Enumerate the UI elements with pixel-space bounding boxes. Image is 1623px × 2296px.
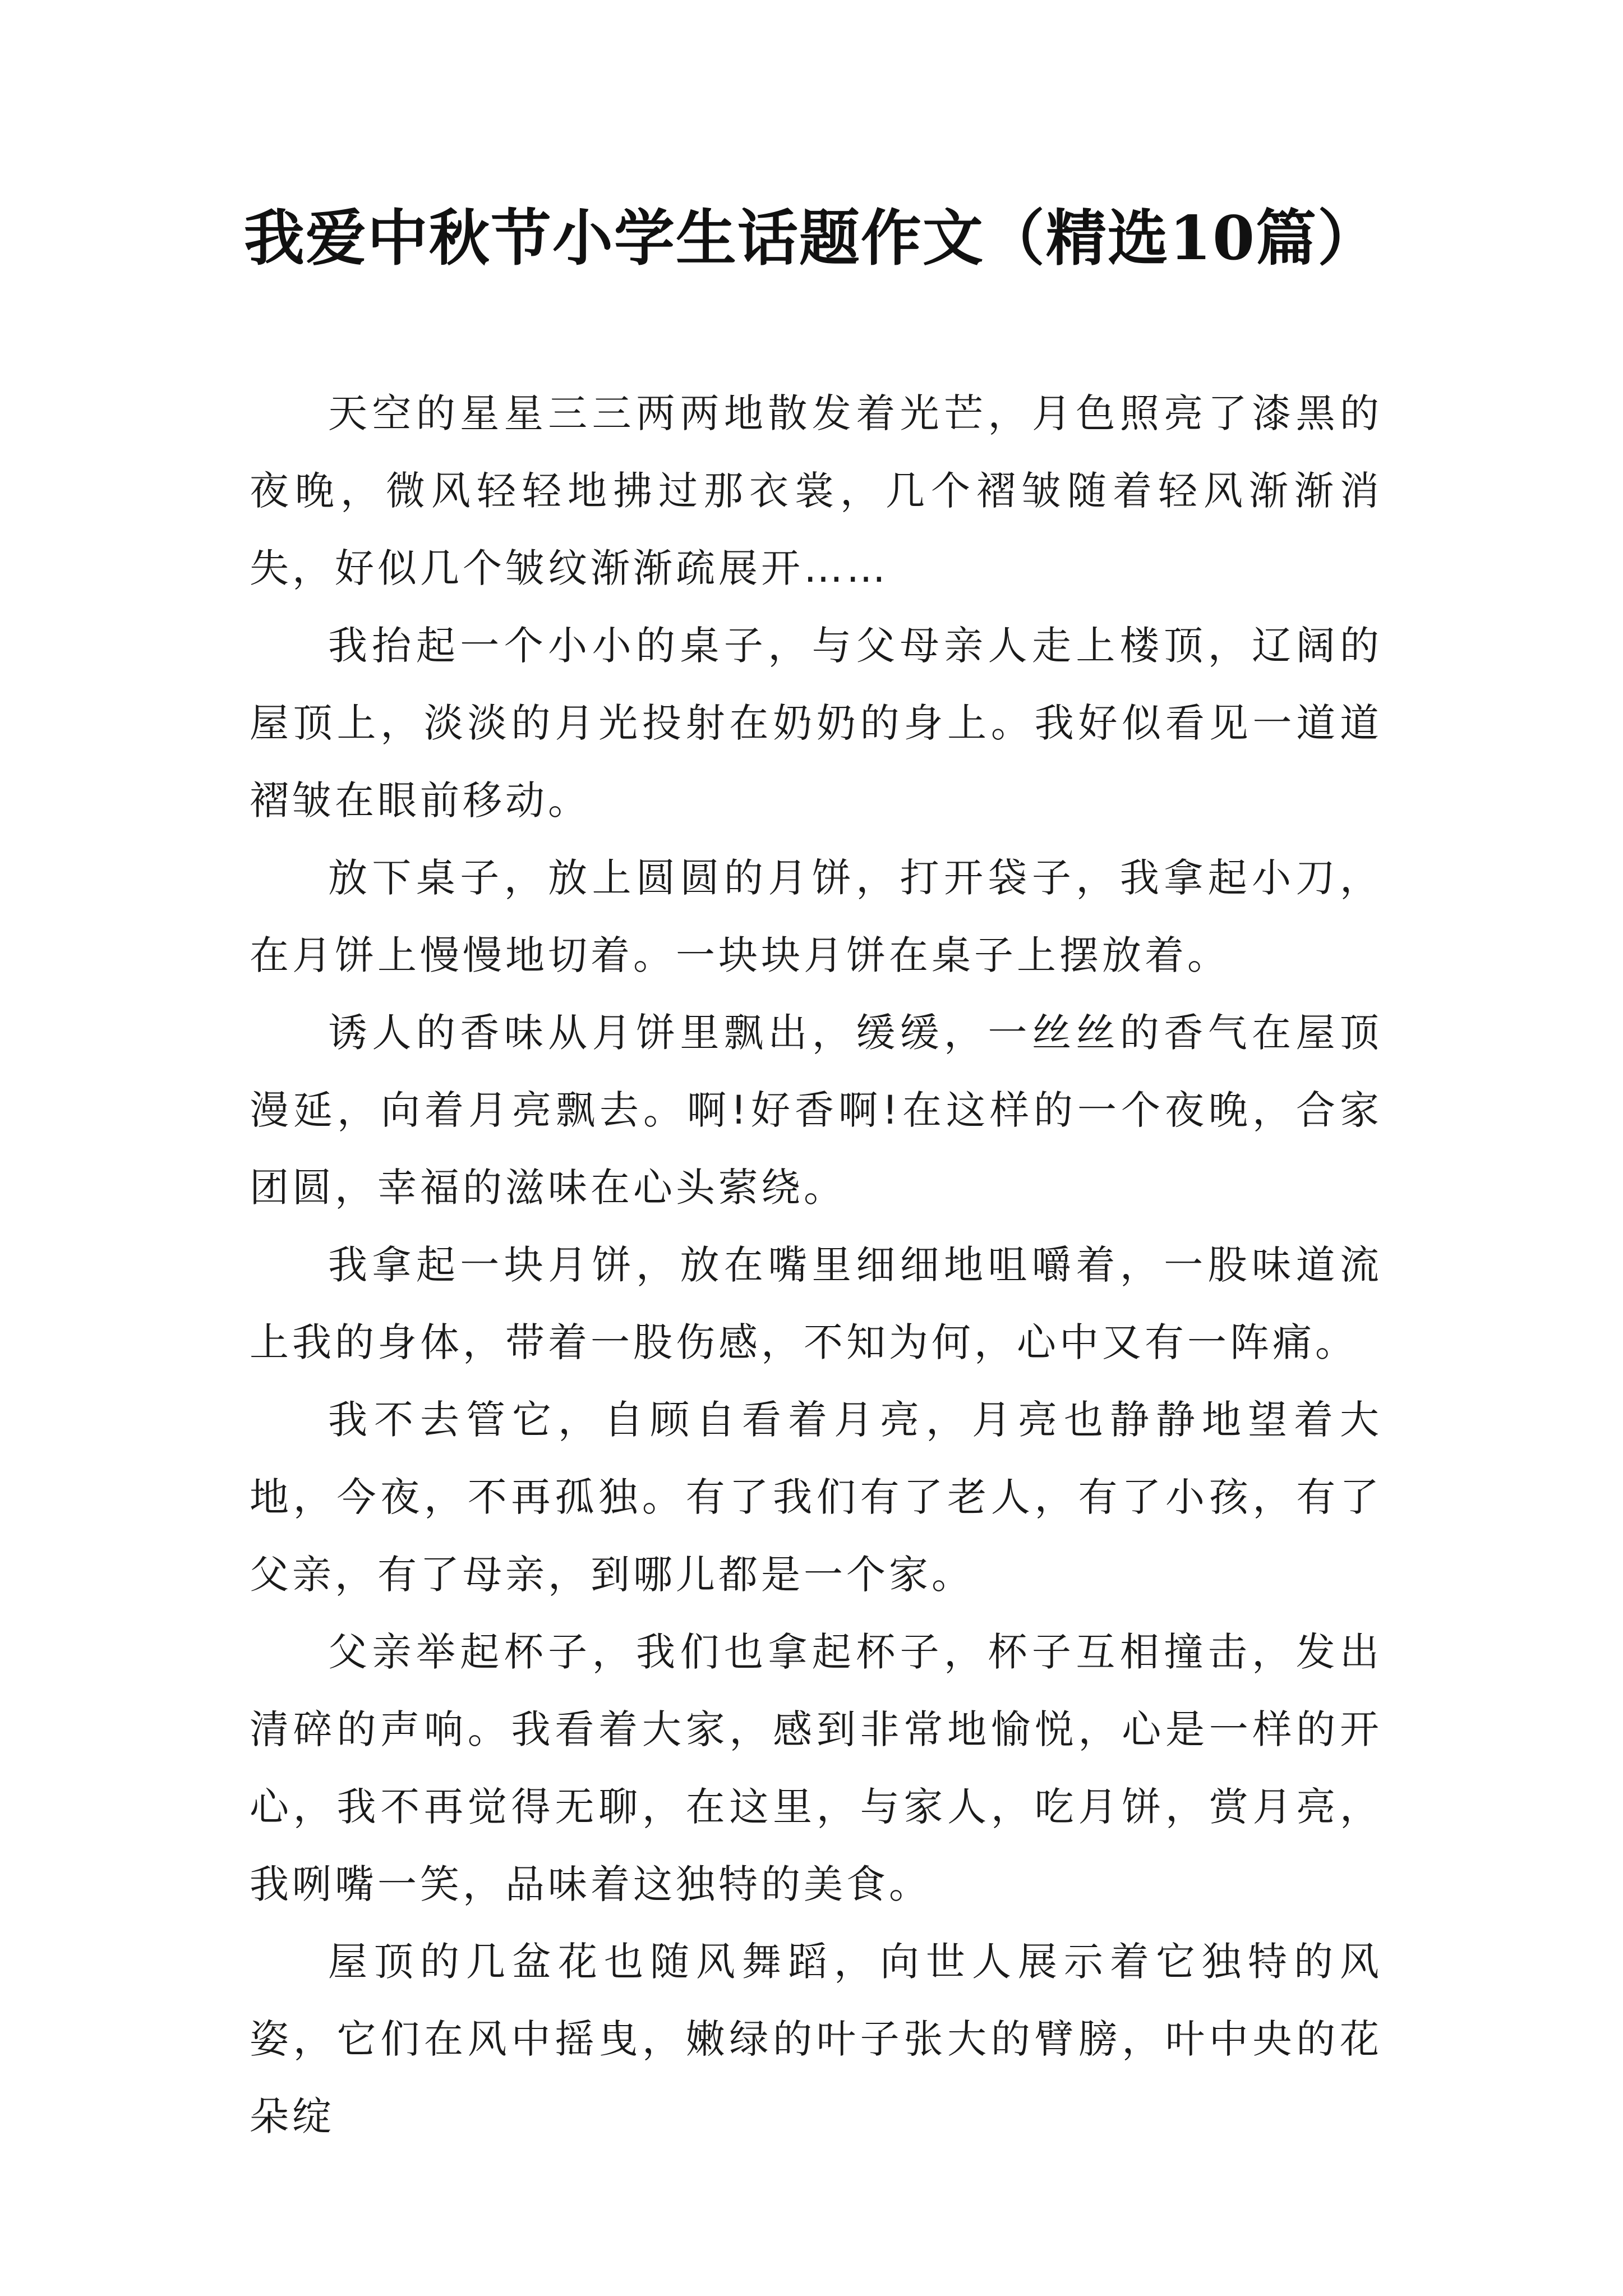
paragraph: 我拿起一块月饼，放在嘴里细细地咀嚼着，一股味道流上我的身体，带着一股伤感，不知为何，心中又有一阵痛。: [250, 1242, 1382, 1365]
paragraph: 屋顶的几盆花也随风舞蹈，向世人展示着它独特的风姿，它们在风中摇曳，嫩绿的叶子张大的臂膀，叶中央的花朵绽: [250, 1939, 1382, 2139]
paragraph: 我不去管它，自顾自看着月亮，月亮也静静地望着大地，今夜，不再孤独。有了我们有了老人，有了小孩，有了父亲，有了母亲，到哪儿都是一个家。: [250, 1397, 1382, 1598]
paragraph: 天空的星星三三两两地散发着光芒，月色照亮了漆黑的夜晚，微风轻轻地拂过那衣裳，几个褶皱随着轻风渐渐消失，好似几个皱纹渐渐疏展开……: [250, 390, 1382, 591]
paragraph: 父亲举起杯子，我们也拿起杯子，杯子互相撞击，发出清碎的声响。我看着大家，感到非常地愉悦，心是一样的开心，我不再觉得无聊，在这里，与家人，吃月饼，赏月亮，我咧嘴一笑，品味着这独特的美食。: [250, 1629, 1382, 1907]
paragraph: 放下桌子，放上圆圆的月饼，打开袋子，我拿起小刀，在月饼上慢慢地切着。一块块月饼在桌子上摆放着。: [250, 855, 1382, 978]
document-body: [250, 375, 1382, 2155]
paragraph: 我抬起一个小小的桌子，与父母亲人走上楼顶，辽阔的屋顶上，淡淡的月光投射在奶奶的身上。我好似看见一道道褶皱在眼前移动。: [250, 623, 1382, 823]
document-title: 我爱中秋节小学生话题作文（精选10篇）: [243, 203, 1380, 274]
paragraph: 诱人的香味从月饼里飘出，缓缓，一丝丝的香气在屋顶漫延，向着月亮飘去。啊!好香啊!在这样的一个夜晚，合家团圆，幸福的滋味在心头萦绕。: [250, 1010, 1382, 1211]
